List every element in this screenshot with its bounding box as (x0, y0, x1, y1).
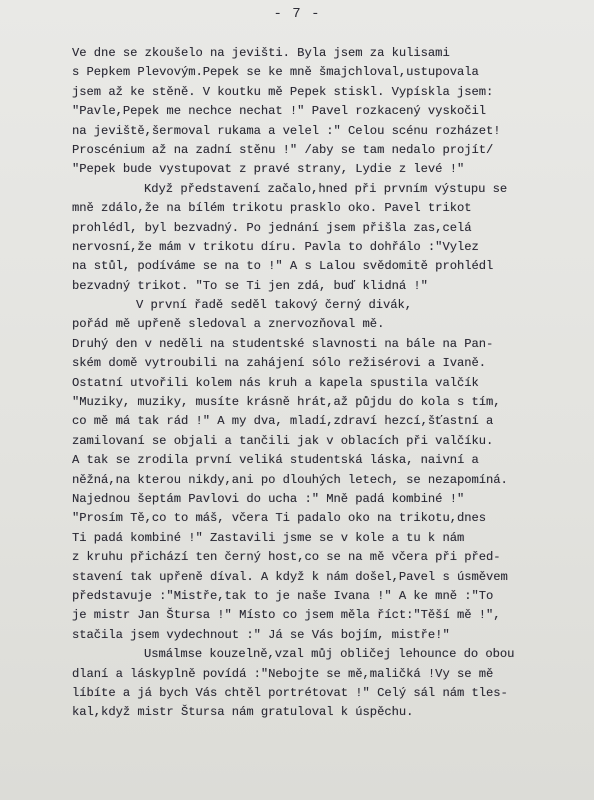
text-line: Když představení začalo,hned při prvním výstupu se (144, 181, 508, 196)
text-line: "Muziky, muziky, musíte krásně hrát,až půjdu do kola s tím, (72, 395, 501, 410)
text-line: Ostatní utvořili kolem nás kruh a kapela spustila valčík (72, 375, 479, 390)
text-line: stačila jsem vydechnout :" Já se Vás bojím, mistře!" (72, 627, 450, 642)
text-line: Druhý den v neděli na studentské slavnosti na bále na Pan- (72, 336, 494, 351)
text-line: je mistr Jan Štursa !" Místo co jsem měla říct:"Těší mě !", (72, 608, 501, 623)
text-line: stavení tak upřeně díval. A když k nám došel,Pavel s úsměvem (72, 569, 508, 584)
text-line: z kruhu přichází ten černý host,co se na mě včera při před- (72, 550, 501, 565)
text-line: na jeviště,šermoval rukama a velel :" Celou scénu rozházet! (72, 123, 501, 138)
text-line: zamilovaní se objali a tančili jak v oblacích při valčíku. (72, 433, 494, 448)
text-line: pořád mě upřeně sledoval a znervozňoval mě. (72, 317, 385, 332)
text-line: kal,když mistr Štursa nám gratuloval k úspěchu. (72, 705, 414, 720)
text-line: Najednou šeptám Pavlovi do ucha :" Mně padá kombiné !" (72, 491, 465, 506)
text-line: ském domě vytroubili na zahájení sólo režisérovi a Ivaně. (72, 356, 487, 371)
text-line: Proscénium až na zadní stěnu !" /aby se tam nedalo projít/ (72, 142, 494, 157)
text-line: "Pepek bude vystupovat z pravé strany, Lydie z levé !" (72, 162, 465, 177)
text-line: s Pepkem Plevovým.Pepek se ke mně šmajchloval,ustupovala (72, 65, 479, 80)
text-line: Ve dne se zkoušelo na jevišti. Byla jsem za kulisami (72, 46, 450, 60)
text-line: Ti padá kombiné !" Zastavili jsme se v kole a tu k nám (72, 530, 465, 545)
typewritten-text-body (72, 44, 587, 723)
text-line: dlaní a láskyplně povídá :"Nebojte se mě,maličká !Vy se mě (72, 666, 494, 681)
text-line: V první řadě seděl takový černý divák, (136, 298, 413, 313)
text-line: jsem až ke stěně. V koutku mě Pepek stiskl. Vypískla jsem: (72, 84, 494, 99)
text-line: "Pavle,Pepek me nechce nechat !" Pavel rozkacený vyskočil (72, 104, 487, 119)
text-line: Usmálmse kouzelně,vzal můj obličej lehounce do obou (144, 647, 515, 662)
text-line: co mě má tak rád !" A my dva, mladí,zdraví hezcí,šťastní a (72, 414, 494, 429)
page-number: - 7 - (273, 6, 321, 22)
text-line: líbíte a já bych Vás chtěl portrétovat !" Celý sál nám tles- (72, 685, 508, 700)
text-line: představuje :"Mistře,tak to je naše Ivana !" A ke mně :"To (72, 588, 494, 603)
text-line: mně zdálo,že na bílém trikotu prasklo oko. Pavel trikot (72, 201, 472, 216)
text-line: "Prosím Tě,co to máš, včera Ti padalo oko na trikotu,dnes (72, 511, 487, 526)
text-line: na stůl, podíváme se na to !" A s Lalou svědomitě prohlédl (72, 259, 494, 274)
text-line: prohlédl, byl bezvadný. Po jednání jsem přišla zas,celá (72, 220, 472, 235)
text-line: A tak se zrodila první veliká studentská láska, naivní a (72, 453, 479, 468)
text-line: bezvadný trikot. "To se Ti jen zdá, buď klidná !" (72, 278, 428, 293)
text-line: něžná,na kterou nikdy,ani po dlouhých letech, se nezapomíná. (72, 472, 508, 487)
text-line: nervosní,že mám v trikotu díru. Pavla to dohřálo :"Vylez (72, 239, 479, 254)
